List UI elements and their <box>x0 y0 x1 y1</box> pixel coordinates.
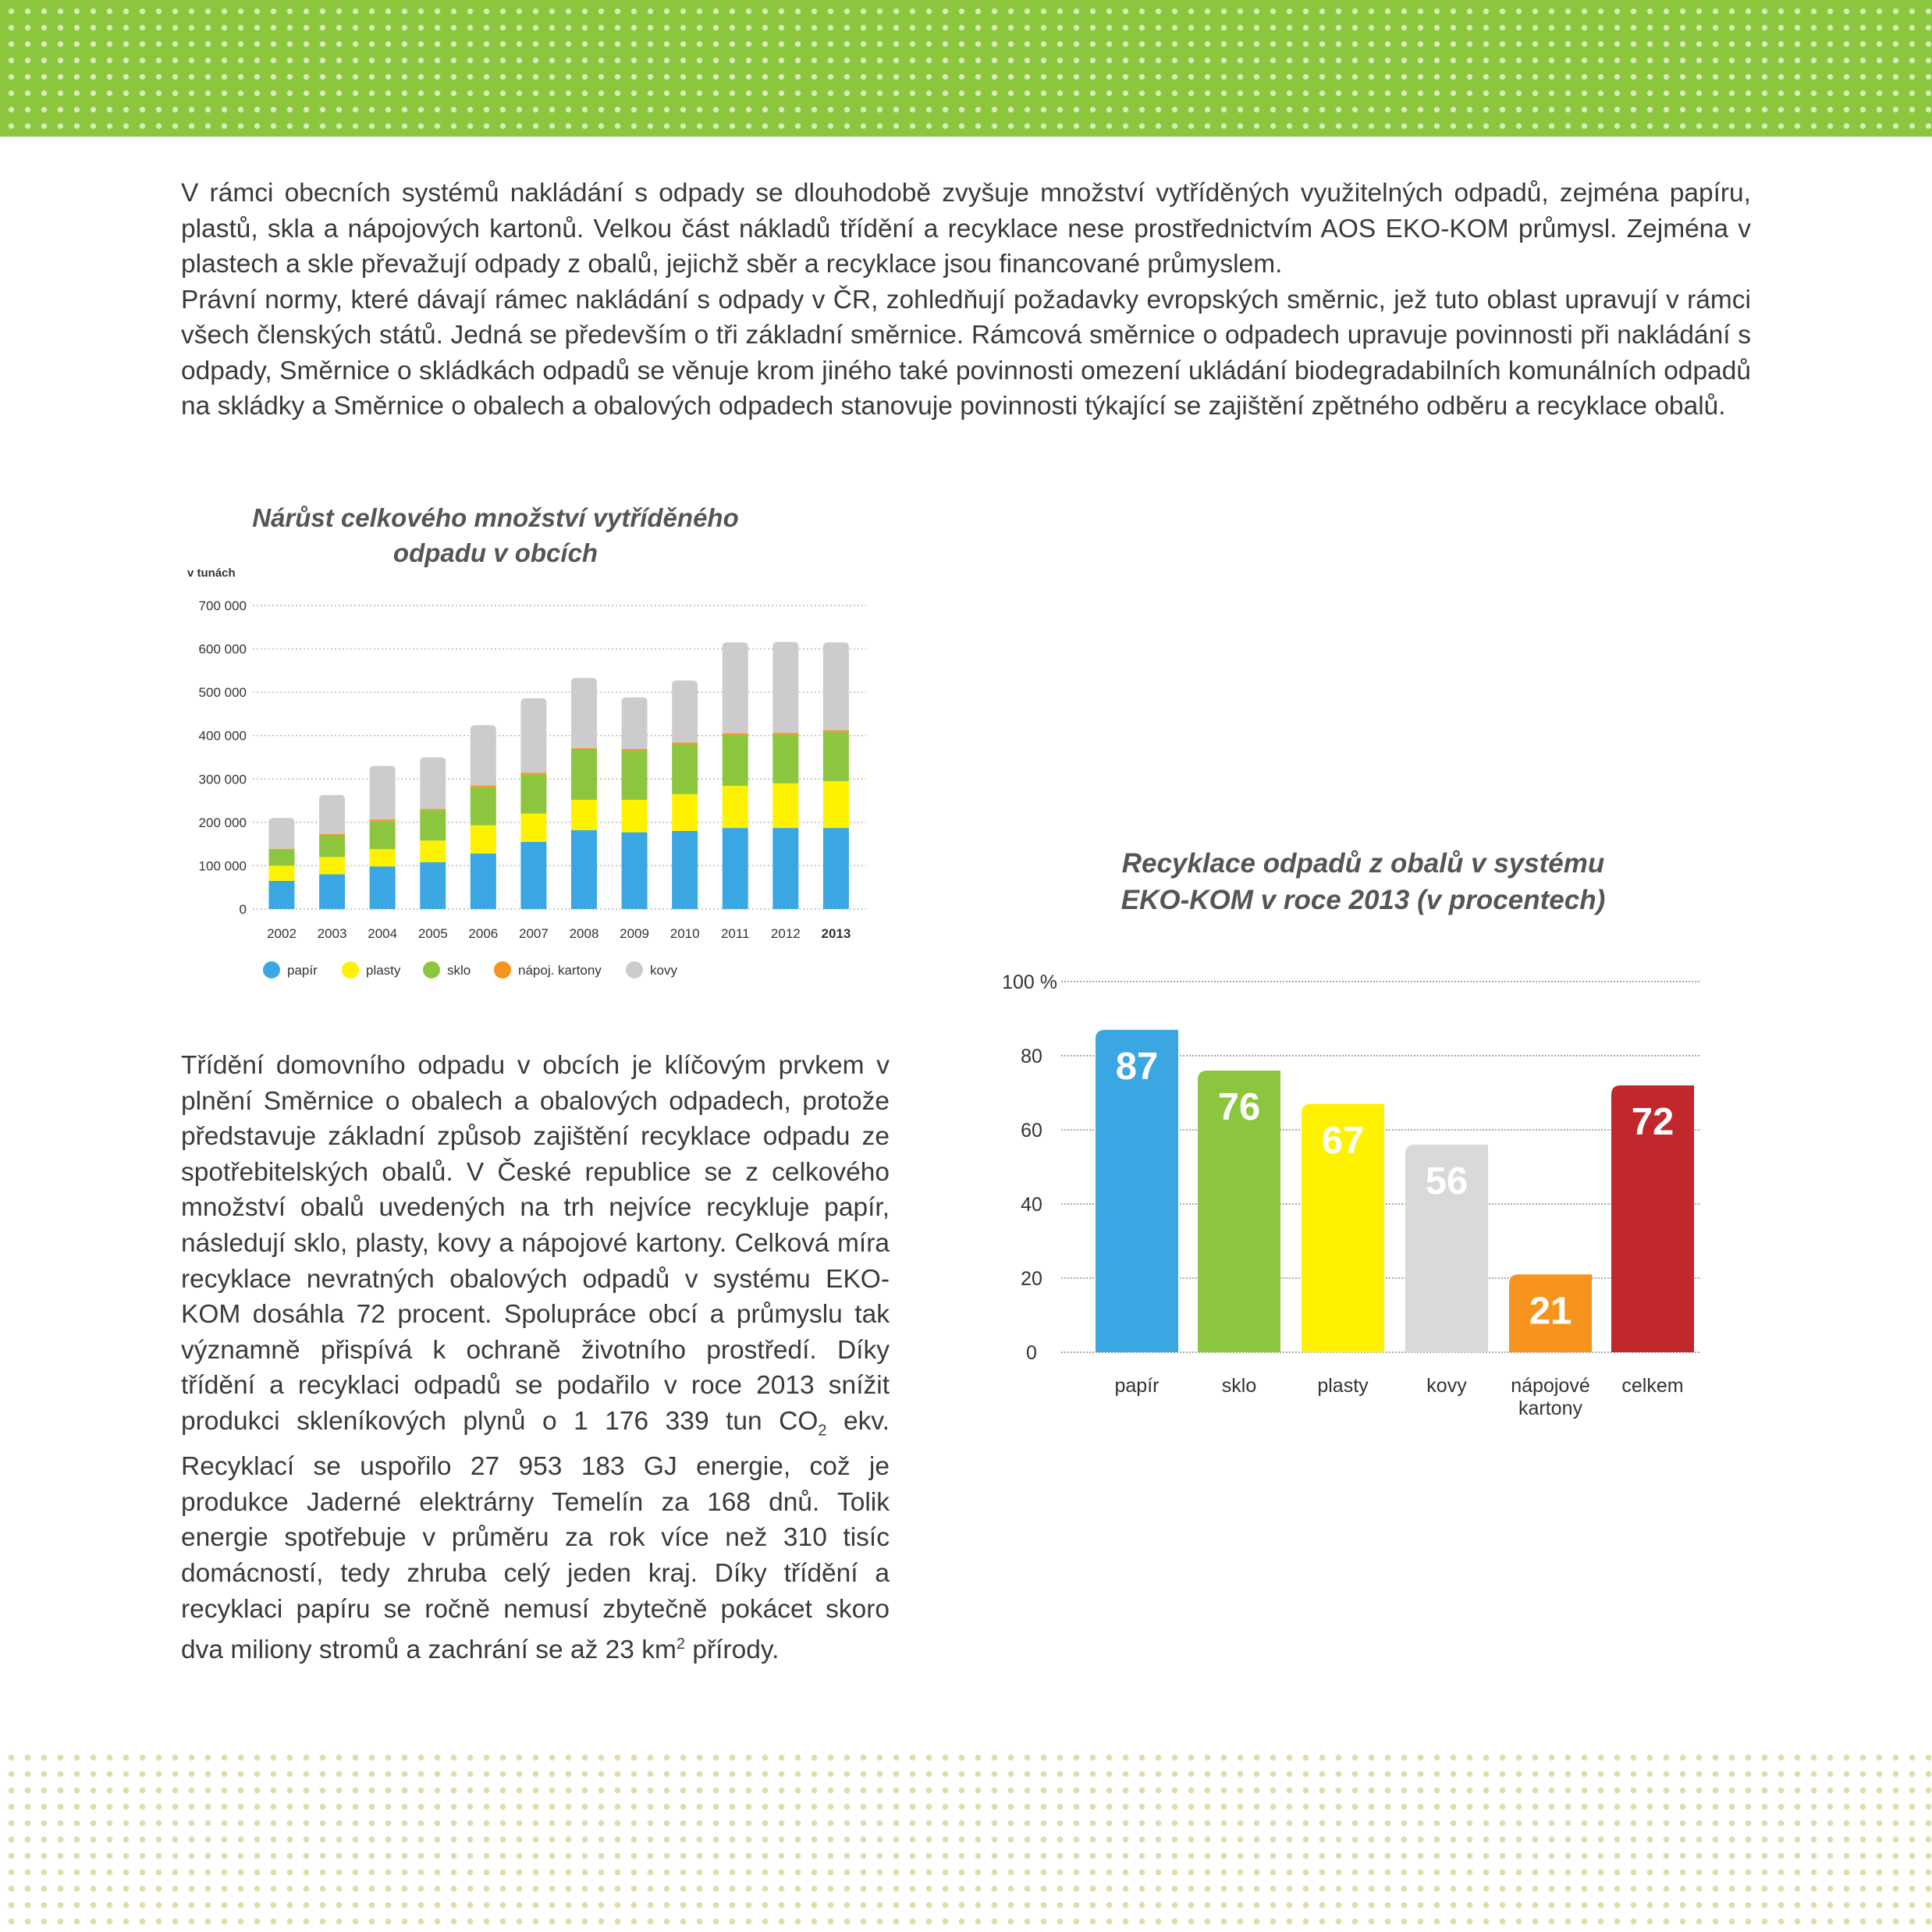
chart1-bar-segment <box>571 678 597 748</box>
chart1-y-tick-label: 0 <box>239 902 247 917</box>
chart1-bar-segment <box>723 735 748 786</box>
chart2-y-tick-label: 20 <box>1021 1268 1042 1290</box>
chart2-title-line1: Recyklace odpadů z obalů v systému <box>1121 848 1605 879</box>
chart1-bar-segment <box>370 867 396 909</box>
chart1-legend-label: kovy <box>650 963 677 978</box>
chart1-bar-segment <box>571 748 597 750</box>
chart1-bar-segment <box>471 787 496 826</box>
body-text-part3: přírody. <box>685 1635 780 1665</box>
chart1-y-tick-label: 700 000 <box>198 598 247 613</box>
chart2-bar-value-label: 67 <box>1321 1119 1365 1162</box>
km2-superscript: 2 <box>676 1635 686 1653</box>
chart1-bar-segment <box>672 680 698 742</box>
chart1-bar-segment <box>672 743 698 744</box>
chart1-bar-segment <box>520 842 546 909</box>
chart1-x-tick-label: 2011 <box>720 926 750 941</box>
chart1-title-line1: Nárůst celkového množství vytříděného <box>252 503 739 532</box>
chart1-x-tick-label: 2012 <box>770 926 801 941</box>
chart2-y-tick-label: 100 % <box>1002 971 1057 993</box>
chart1-bar-segment <box>471 854 496 909</box>
chart1-y-tick-label: 600 000 <box>198 641 247 657</box>
chart2-bar-value-label: 72 <box>1631 1101 1675 1143</box>
chart1-x-tick-label: 2010 <box>669 926 700 941</box>
chart1-x-tick-label: 2004 <box>368 926 398 941</box>
chart2-x-tick-label: kartony <box>1518 1398 1582 1419</box>
chart1-bar-segment <box>319 875 345 909</box>
chart1-bar-segment <box>772 642 798 733</box>
body-text-part1: Třídění domovního odpadu v obcích je klíčovým prvkem v plnění Směrnice o obalech a obalových odpadech, protože představuje základní způsob zajištění recyklace odpadu ze spotřebitelských obalů. V České republice se z celkového množství obalů uvedených na trh nejvíce recykluje papír, následují sklo, plasty, kovy a nápojové kartony. Celková míra recyklace nevratných obalových odpadů v systému EKO-KOM dosáhla 72 procent. Spolupráce obcí a průmyslu tak významně přispívá k ochraně životního prostředí. Díky třídění a recyklaci odpadů se podařilo v roce 2013 snížit produkci skleníkových plynů o 1 176 339 tun CO <box>181 1051 890 1436</box>
chart1-y-tick-label: 500 000 <box>198 685 247 701</box>
chart1-x-tick-label: 2002 <box>267 926 297 941</box>
chart1-bar-segment <box>319 857 345 874</box>
chart1-bar-segment <box>420 809 446 811</box>
chart1-bar-segment <box>672 794 698 831</box>
co2-subscript: 2 <box>818 1422 827 1440</box>
chart1-bar-segment <box>319 834 345 836</box>
chart1-bar-segment <box>823 781 849 828</box>
chart1-bar-segment <box>370 766 396 820</box>
chart1-bar-segment <box>772 828 798 909</box>
chart1-bar-segment <box>520 773 546 775</box>
bottom-decorative-band <box>0 1745 1932 1932</box>
chart1-bar-segment <box>269 850 295 866</box>
chart1-bar-segment <box>772 783 798 828</box>
chart2-bar-value-label: 21 <box>1529 1290 1572 1333</box>
chart1-bar-segment <box>269 849 295 850</box>
chart1-y-tick-label: 200 000 <box>198 815 247 830</box>
chart1-y-tick-label: 300 000 <box>198 772 247 787</box>
chart1-bar-segment <box>723 786 748 828</box>
chart1-bar-segment <box>823 642 849 730</box>
chart1-x-tick-label: 2006 <box>468 926 499 941</box>
chart2-bar-value-label: 56 <box>1425 1160 1469 1202</box>
chart1-bar-segment <box>723 733 748 735</box>
chart2-x-tick-label: papír <box>1114 1375 1160 1397</box>
chart2-y-tick-label: 0 <box>1026 1342 1037 1364</box>
chart1-bar-segment <box>520 698 546 773</box>
intro-paragraph-1: V rámci obecních systémů nakládání s odpady se dlouhodobě zvyšuje množství vytříděných využitelných odpadů, zejména papíru, plastů, skla a nápojových kartonů. Velkou část nákladů třídění a recyklace nese prostřednictvím AOS EKO-KOM průmysl. Zejména v plastech a skle převažují odpady z obalů, jejichž sběr a recyklace jsou financované průmyslem. <box>181 179 1751 279</box>
chart2-y-tick-label: 80 <box>1021 1046 1042 1067</box>
chart1-bar-segment <box>420 810 446 840</box>
chart2-y-tick-label: 60 <box>1021 1120 1042 1142</box>
chart2-x-tick-label: kovy <box>1426 1375 1467 1397</box>
chart1-bar-segment <box>370 820 396 822</box>
body-text-part2: ekv. Recyklací se uspořilo 27 953 183 GJ energie, což je produkce Jaderné elektrárny Temelín za 168 dnů. Tolik energie spotřebuje v průměru za rok více než 310 tisíc domácností, tedy zhruba celý jeden kraj. Díky třídění a recyklaci papíru se ročně nemusí zbytečně pokácet skoro dva miliony stromů a zachrání se až 23 km <box>181 1406 890 1665</box>
chart2-bar-value-label: 76 <box>1217 1086 1261 1128</box>
chart1-x-tick-label: 2009 <box>620 926 649 941</box>
chart1-bar-segment <box>772 733 798 734</box>
chart1-legend-swatch <box>494 961 511 978</box>
chart1-x-tick-label: 2008 <box>569 926 599 941</box>
top-decorative-band <box>0 0 1932 137</box>
chart1-y-tick-label: 100 000 <box>198 858 247 874</box>
chart1-bar-segment <box>823 730 849 732</box>
chart2-y-tick-label: 40 <box>1021 1194 1042 1216</box>
chart1-bar-segment <box>319 795 345 834</box>
chart1-bar-segment <box>471 725 496 785</box>
chart1-bar-segment <box>420 758 446 809</box>
chart1-bar-segment <box>672 831 698 909</box>
chart2-x-tick-label: celkem <box>1621 1375 1684 1397</box>
chart1-bar-segment <box>370 821 396 849</box>
body-text <box>181 1048 890 1668</box>
chart2-bar-value-label: 87 <box>1115 1045 1159 1088</box>
chart2-x-tick-label: sklo <box>1221 1375 1257 1397</box>
chart1-bar-segment <box>420 862 446 909</box>
chart1-x-tick-label: 2007 <box>519 926 549 941</box>
chart1-bar-segment <box>723 642 748 733</box>
chart1-bar-segment <box>622 833 648 909</box>
chart1-bar-segment <box>772 735 798 783</box>
recycling-bar-chart <box>983 835 1717 1444</box>
chart1-bar-segment <box>269 865 295 880</box>
chart1-bar-segment <box>571 750 597 800</box>
intro-text <box>181 176 1751 424</box>
chart1-legend-swatch <box>626 961 643 978</box>
chart1-y-axis-label: v tunách <box>187 566 236 580</box>
chart1-legend-swatch <box>263 961 280 978</box>
chart1-bar-segment <box>520 814 546 842</box>
chart1-bar-segment <box>622 800 648 833</box>
chart1-legend-label: sklo <box>447 963 471 978</box>
chart2-x-tick-label: plasty <box>1317 1375 1369 1397</box>
chart1-title-line2: odpadu v obcích <box>392 538 598 567</box>
chart1-bar-segment <box>823 828 849 909</box>
intro-paragraph-2: Právní normy, které dávají rámec nakládání s odpady v ČR, zohledňují požadavky evropských směrnic, jež tuto oblast upravují v rámci všech členských států. Jedná se především o tři základní směrnice. Rámcová směrnice o odpadech upravuje povinnosti při nakládání s odpady, Směrnice o skládkách odpadů se věnuje krom jiného také povinnosti omezení ukládání biodegradabilních komunálních odpadů na skládky a Směrnice o obalech a obalových odpadech stanovuje povinnosti týkající se zajištění zpětného odběru a recyklace obalů. <box>181 285 1751 421</box>
chart1-bar-segment <box>319 836 345 858</box>
chart1-bar-segment <box>269 818 295 848</box>
chart1-bar-segment <box>571 830 597 909</box>
chart1-bar-segment <box>471 826 496 854</box>
chart1-legend-label: papír <box>287 963 318 978</box>
chart1-bar-segment <box>622 749 648 751</box>
chart1-bar-segment <box>823 732 849 781</box>
chart1-y-tick-label: 400 000 <box>198 728 247 744</box>
chart1-legend-label: nápoj. kartony <box>518 963 602 978</box>
chart1-x-tick-label: 2013 <box>821 926 851 941</box>
chart1-bar-segment <box>370 849 396 866</box>
chart1-legend-swatch <box>423 961 440 978</box>
chart1-legend-swatch <box>342 961 359 978</box>
chart1-bar-segment <box>622 698 648 749</box>
chart1-x-tick-label: 2003 <box>317 926 347 941</box>
chart1-bar-segment <box>672 744 698 794</box>
chart1-x-tick-label: 2005 <box>417 926 448 941</box>
chart1-bar-segment <box>571 800 597 830</box>
chart1-bar-segment <box>420 840 446 862</box>
chart1-bar-segment <box>723 828 748 909</box>
chart1-legend-label: plasty <box>366 963 401 978</box>
chart1-bar-segment <box>622 751 648 800</box>
chart1-bar-segment <box>471 786 496 787</box>
chart1-bar-segment <box>520 775 546 814</box>
chart2-title-line2: EKO-KOM v roce 2013 (v procentech) <box>1120 885 1606 915</box>
chart1-bar-segment <box>269 881 295 909</box>
chart2-x-tick-label: nápojové <box>1511 1375 1590 1397</box>
stacked-bar-chart <box>172 492 890 991</box>
